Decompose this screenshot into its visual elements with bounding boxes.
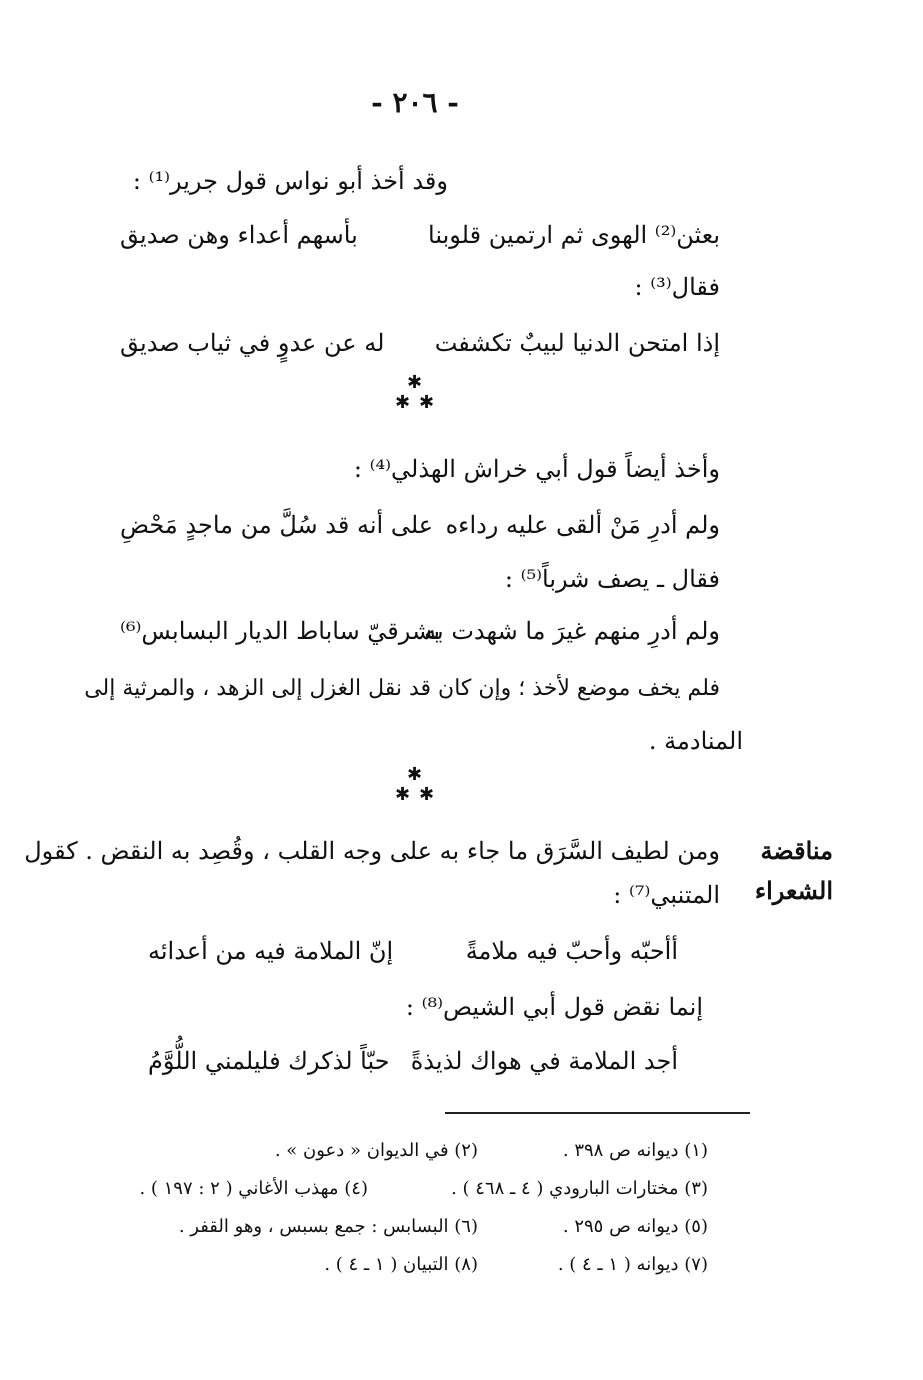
verse-hemistich-left: بشرقيّ ساباط الديار البسابس⁽⁶⁾ (120, 617, 441, 645)
section2-transition: فقال ـ يصف شرباً⁽⁵⁾ : (504, 565, 720, 593)
footnote: (٦) البسابس : جمع بسبس ، وهو القفر . (178, 1216, 478, 1237)
section3-verse1 (148, 934, 678, 968)
star-icon: ✱ (395, 784, 411, 805)
footnote-separator (445, 1112, 750, 1114)
section3-intro: ومن لطيف السَّرَق ما جاء به على وجه القلب ، وقُصِد به النقض . كقول (24, 837, 720, 865)
footnote: (٢) في الديوان « دعون » . (274, 1140, 478, 1161)
verse-hemistich-right: أأحبّه وأحبّ فيه ملامةً (465, 937, 678, 965)
footnote: (٨) التبيان ( ١ ـ ٤ ) . (324, 1254, 478, 1275)
verse-hemistich-right: أجد الملامة في هواك لذيذةً (410, 1047, 678, 1075)
margin-label: الشعراء (754, 876, 833, 905)
footnote: (٧) ديوانه ( ١ ـ ٤ ) . (557, 1254, 708, 1275)
footnote: (٥) ديوانه ص ٢٩٥ . (562, 1216, 708, 1237)
footnote: (٤) مهذب الأغاني ( ٢ : ١٩٧ ) . (139, 1178, 368, 1199)
star-icon: ✱ (407, 764, 423, 785)
margin-label: مناقضة (760, 836, 833, 865)
star-icon: ✱ (407, 372, 423, 393)
verse-hemistich-right: ولم أدرِ منهم غيرَ ما شهدت به (424, 617, 720, 645)
section2-verse1 (120, 508, 720, 542)
footnote: (١) ديوانه ص ٣٩٨ . (562, 1140, 708, 1161)
verse-hemistich-left: على أنه قد سُلَّ من ماجدٍ مَحْضِ (120, 511, 434, 539)
section2-verse2 (120, 614, 720, 648)
section1-transition: فقال⁽³⁾ : (634, 273, 720, 301)
verse-hemistich-left: إنّ الملامة فيه من أعدائه (148, 937, 394, 965)
footnote: (٣) مختارات البارودي ( ٤ ـ ٤٦٨ ) . (451, 1178, 708, 1199)
section2-comment-continued: المنادمة . (648, 727, 743, 755)
section1-verse2 (120, 326, 720, 360)
section1-intro: وقد أخذ أبو نواس قول جرير⁽¹⁾ : (132, 167, 448, 195)
star-icon: ✱ (395, 392, 411, 413)
section3-transition: إنما نقض قول أبي الشيص⁽⁸⁾ : (405, 993, 703, 1021)
star-icon: ✱ (419, 392, 435, 413)
section3-verse2 (148, 1044, 678, 1078)
section-divider (385, 766, 445, 810)
verse-hemistich-left: بأسهم أعداء وهن صديق (120, 221, 358, 249)
verse-hemistich-left: له عن عدوٍ في ثياب صديق (120, 329, 385, 357)
page-number: - ٢٠٦ - (371, 86, 459, 119)
verse-hemistich-left: حبّاً لذكرك فليلمني اللُّوَّمُ (148, 1047, 390, 1075)
verse-hemistich-right: إذا امتحن الدنيا لبيبٌ تكشفت (434, 329, 720, 357)
verse-hemistich-right: ولم أدرِ مَنْ ألقى عليه رداءه (445, 511, 720, 539)
star-icon: ✱ (419, 784, 435, 805)
section-divider (385, 374, 445, 418)
section2-comment: فلم يخف موضع لأخذ ؛ وإن كان قد نقل الغزل إلى الزهد ، والمرثية إلى (84, 676, 720, 701)
section2-intro: وأخذ أيضاً قول أبي خراش الهذلي⁽⁴⁾ : (353, 455, 720, 483)
section1-verse1 (120, 218, 720, 252)
section3-intro-continued: المتنبي⁽⁷⁾ : (613, 881, 720, 909)
verse-hemistich-right: بعثن⁽²⁾ الهوى ثم ارتمين قلوبنا (428, 221, 720, 249)
